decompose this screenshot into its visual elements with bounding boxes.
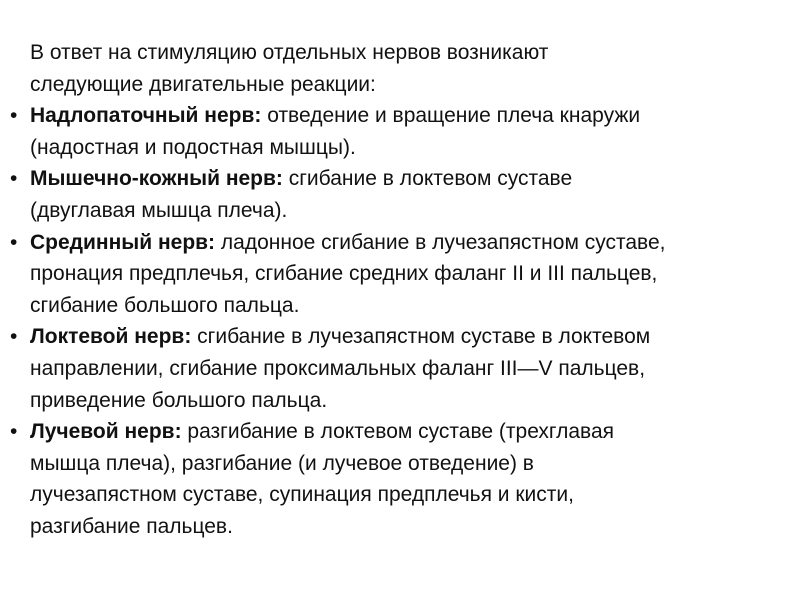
item-text: отведение и вращение плеча кнаружи: [261, 104, 641, 128]
nerve-term: Локтевой нерв:: [30, 325, 192, 349]
bullet-icon: •: [10, 420, 18, 444]
nerve-item-musculocutaneous: [10, 163, 790, 226]
item-line: лучезапястном суставе, супинация предплечья и кисти,: [30, 483, 574, 507]
nerve-term: Срединный нерв:: [30, 230, 216, 254]
bullet-icon: •: [10, 104, 18, 128]
item-line: (надостная и подостная мышцы).: [30, 135, 356, 159]
item-line: (двуглавая мышца плеча).: [30, 198, 288, 222]
nerve-item-radial: [10, 416, 790, 542]
intro-line: следующие двигательные реакции:: [30, 72, 376, 96]
item-line: [30, 416, 790, 448]
item-line: [30, 321, 790, 353]
item-line: [30, 227, 790, 259]
nerve-term: Надлопаточный нерв:: [30, 104, 262, 128]
item-line: разгибание пальцев.: [30, 514, 233, 538]
item-text: сгибание в лучезапястном суставе в локтевом: [191, 325, 651, 349]
item-line: направлении, сгибание проксимальных фаланг III—V пальцев,: [30, 356, 646, 380]
slide-content: [10, 37, 790, 543]
item-text: ладонное сгибание в лучезапястном суставе,: [215, 230, 666, 254]
nerve-term: Мышечно-кожный нерв:: [30, 167, 283, 191]
bullet-icon: •: [10, 167, 18, 191]
item-text: сгибание в локтевом суставе: [282, 167, 573, 191]
intro-line: В ответ на стимуляцию отдельных нервов возникают: [30, 41, 549, 64]
nerve-term: Лучевой нерв:: [30, 420, 182, 444]
nerve-list: [10, 100, 790, 542]
item-line: приведение большого пальца.: [30, 388, 328, 412]
item-line: [30, 100, 790, 132]
item-text: разгибание в локтевом суставе (трехглавая: [181, 420, 615, 444]
item-line: сгибание большого пальца.: [30, 293, 300, 317]
item-line: мышца плеча), разгибание (и лучевое отведение) в: [30, 451, 534, 475]
nerve-item-suprascapular: [10, 100, 790, 163]
bullet-icon: •: [10, 325, 18, 349]
item-line: пронация предплечья, сгибание средних фаланг II и III пальцев,: [30, 262, 658, 286]
nerve-item-median: [10, 227, 790, 322]
item-line: [30, 163, 790, 195]
nerve-item-ulnar: [10, 321, 790, 416]
bullet-icon: •: [10, 230, 18, 254]
intro-paragraph: [10, 37, 790, 100]
